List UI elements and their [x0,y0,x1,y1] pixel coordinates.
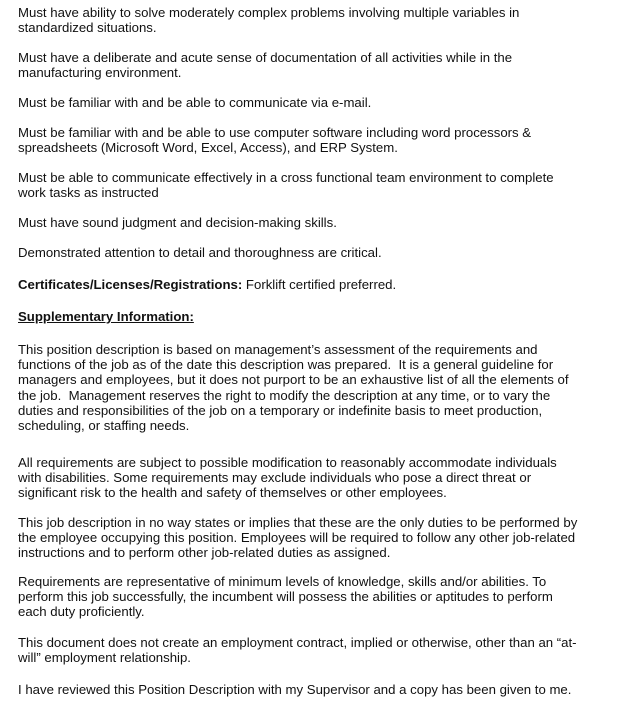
supplementary-paragraph-requirements: Requirements are representative of minimum levels of knowledge, skills and/or abilities. To perform this job successfully, the incumbent will possess the abilities or aptitudes to perform each duty proficiently. [18,574,553,620]
requirement-documentation: Must have a deliberate and acute sense of documentation of all activities while in the manufacturing environment. [18,50,513,81]
supplementary-paragraph-duties: This job description in no way states or implies that these are the only duties to be performed by the employee occupying this position. Employees will be required to follow any other job-related instructions and to perform other job-related duties as assigned. [18,515,578,561]
requirement-attention-detail: Demonstrated attention to detail and thoroughness are critical. [18,245,382,260]
supplementary-paragraph-employment-contract: This document does not create an employment contract, implied or otherwise, other than an “at- will” employment relationship. [18,635,577,666]
certificates-label: Certificates/Licenses/Registrations: [18,277,243,292]
supplementary-paragraph-management: This position description is based on management’s assessment of the requirements and functions of the job as of the date this description was prepared. It is a general guideline for managers and employees, but it does not purport to be an exhaustive list of all the elements of the job. Management reserves the right to modify the description at any time, or to vary the duties and responsibilities of the job on a temporary or indefinite basis to meet production, scheduling, or staffing needs. [18,342,569,434]
supplementary-paragraph-accommodation: All requirements are subject to possible modification to reasonably accommodate individuals with disabilities. Some requirements may exclude individuals who pose a direct threat or significant risk to the health and safety of themselves or other employees. [18,455,557,501]
requirement-problem-solving: Must have ability to solve moderately complex problems involving multiple variables in standardized situations. [18,5,520,36]
requirement-team-communication: Must be able to communicate effectively in a cross functional team environment to complete work tasks as instructed [18,170,554,201]
supplementary-paragraph-acknowledgement: I have reviewed this Position Description with my Supervisor and a copy has been given to me. [18,682,572,697]
certificates-line [18,277,396,292]
requirement-software: Must be familiar with and be able to use computer software including word processors & spreadsheets (Microsoft Word, Excel, Access), and ERP System. [18,125,532,156]
supplementary-heading: Supplementary Information: [18,309,194,324]
requirement-judgment: Must have sound judgment and decision-making skills. [18,215,337,230]
requirement-email: Must be familiar with and be able to communicate via e-mail. [18,95,372,110]
certificates-value: Forklift certified preferred. [242,277,397,292]
